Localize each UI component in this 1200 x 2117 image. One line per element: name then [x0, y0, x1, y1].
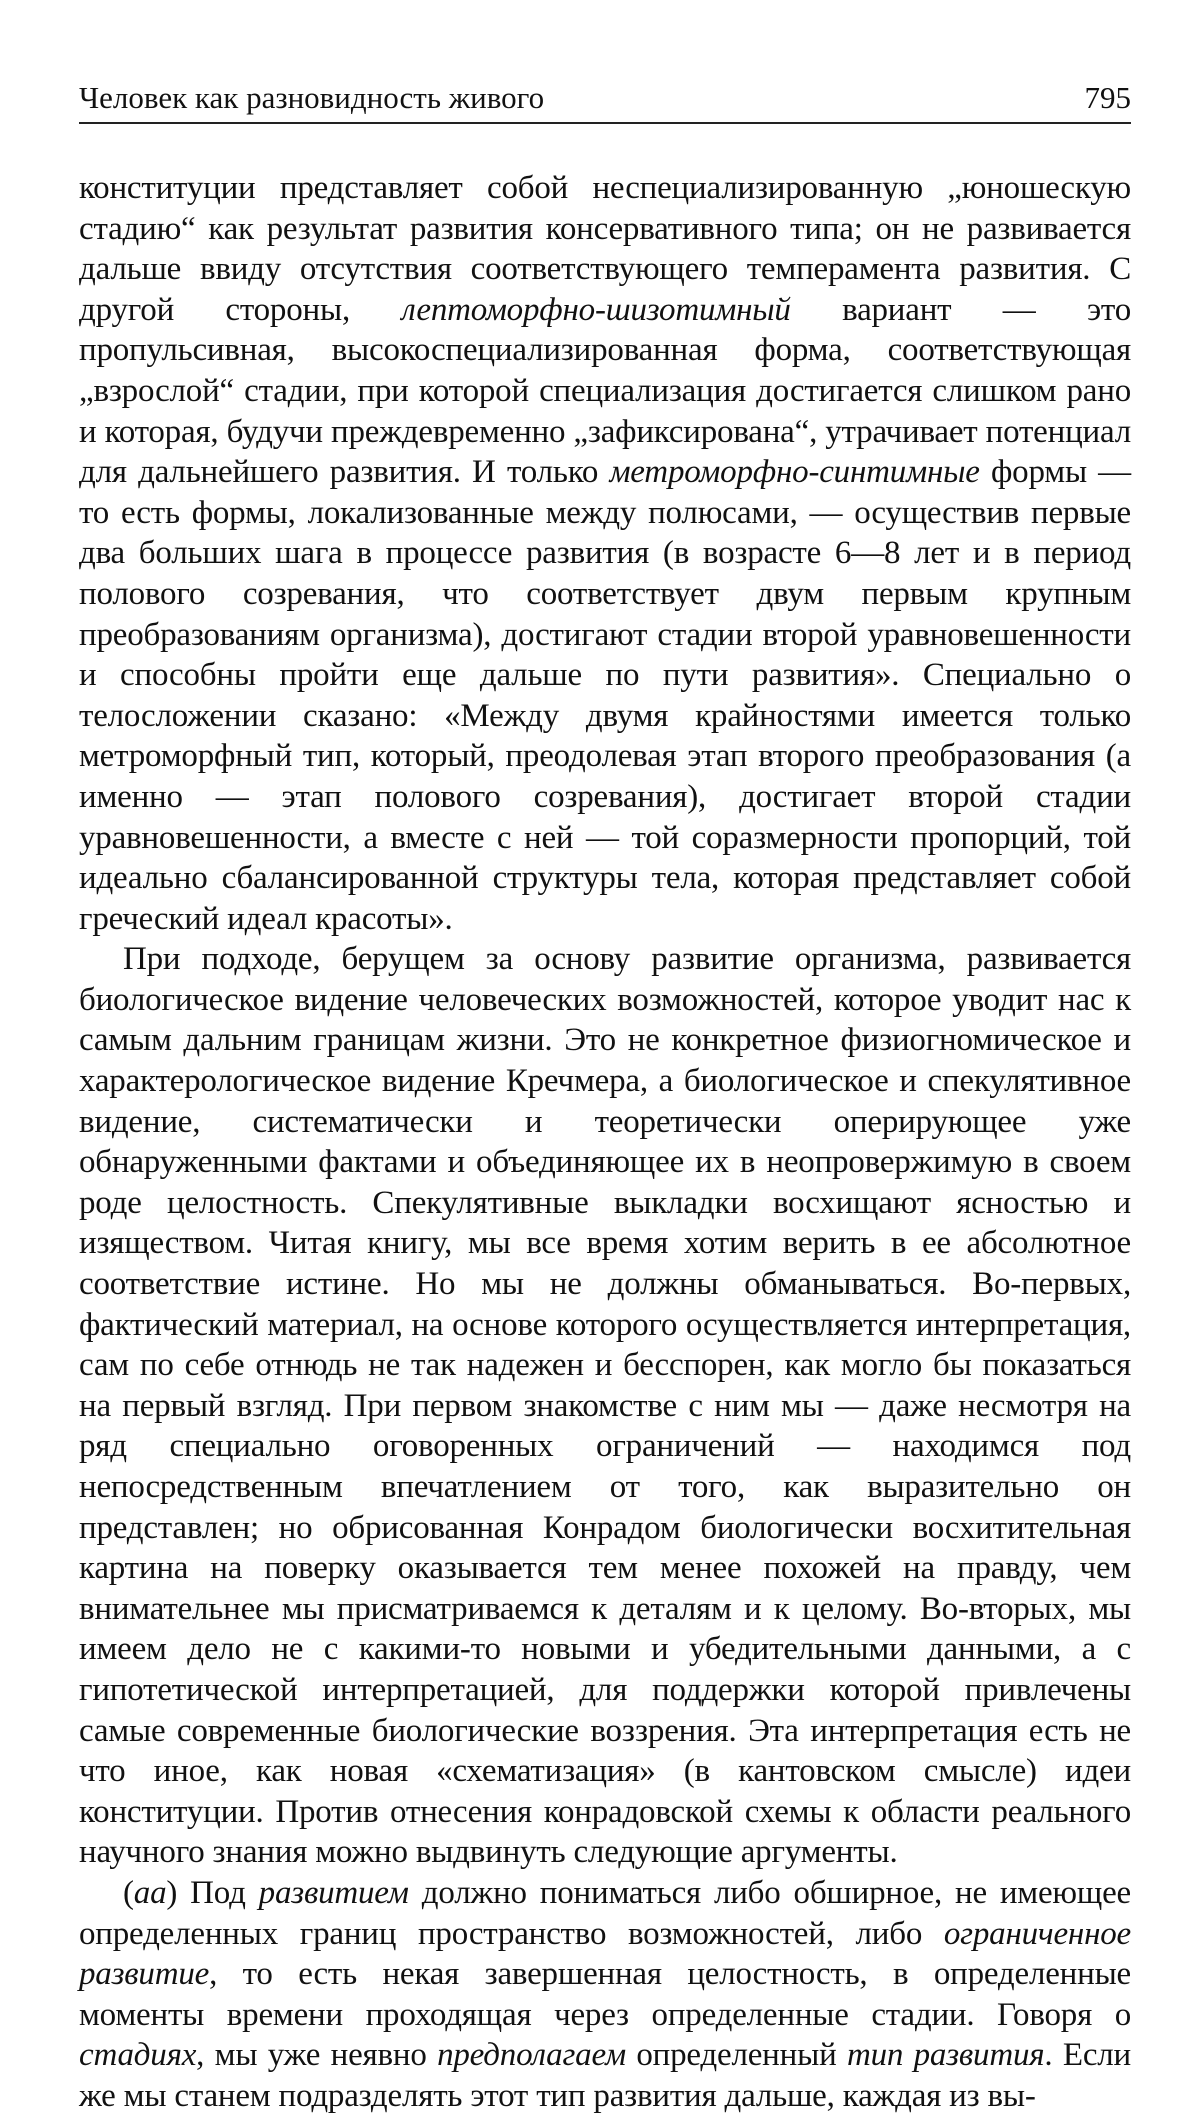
text-segment: конституции представляет собой неспециализированную „юношескую стадию“ как результат развития консервативного типа; он не развивается дальше ввиду отсутствия соответствующего темперамента развития. С другой стороны,	[79, 170, 1131, 328]
paragraph-1	[79, 168, 1131, 939]
page-number: 795	[1084, 80, 1131, 115]
italic-term: аа	[133, 1874, 167, 1911]
italic-term: ограниченное развитие	[79, 1915, 1131, 1993]
text-segment: ) Под	[166, 1874, 259, 1911]
text-segment: , то есть некая завершенная целостность, в определенные моменты времени проходящая через определенные стадии. Говоря о	[79, 1956, 1131, 2033]
italic-term: стадиях	[79, 2037, 197, 2074]
running-title: Человек как разновидность живого	[79, 80, 545, 115]
italic-term: тип развития	[846, 2037, 1045, 2074]
book-page	[79, 80, 1131, 2117]
text-segment: определенный	[625, 2037, 847, 2074]
paragraph-2	[79, 939, 1131, 1873]
italic-term: предполагаем	[437, 2037, 626, 2074]
text-segment: должно пониматься либо обширное, не имеющее определенных границ пространство возможностей, либо	[79, 1874, 1131, 1952]
text-segment: . Если же мы станем подразделять этот тип развития дальше, каждая из вы-	[79, 2037, 1132, 2114]
text-segment: формы — то есть формы, локализованные между полюсами, — осуществив первые два больших шага в процессе развития (в возрасте 6—8 лет и в период полового созревания, что соответствует двум первым крупным преобразованиям организма), достигают стадии второй уравновешенности и способны пройти еще дальше по пути развития». Специально о телосложении сказано: «Между двумя крайностями имеется только метроморфный тип, который, преодолевая этап второго преобразования (а именно — этап полового созревания), достигает второй стадии уравновешенности, а вместе с ней — той соразмерности пропорций, той идеально сбалансированной структуры тела, которая представляет собой греческий идеал красоты».	[79, 454, 1131, 937]
text-segment: , мы уже неявно	[196, 2037, 438, 2074]
running-head	[79, 80, 1131, 124]
paragraph-3	[79, 1873, 1131, 2117]
text-segment: вариант — это пропульсивная, высокоспециализированная форма, соответствующая „взрослой“ стадии, при которой специализация достигается слишком рано и которая, будучи преждевременно „зафиксирована“, утрачивает потенциал для дальнейшего развития. И только	[79, 291, 1131, 491]
italic-term: лептоморфно-шизотимный	[401, 291, 791, 328]
italic-term: развитием	[258, 1874, 409, 1911]
body-text	[79, 168, 1131, 2117]
text-segment: (	[123, 1874, 134, 1911]
text-segment: При подходе, берущем за основу развитие организма, развивается биологическое видение человеческих возможностей, которое уводит нас к самым дальним границам жизни. Это не конкретное физиогномическое и характерологическое видение Кречмера, а биологическое и спекулятивное видение, систематически и теоретически оперирующее уже обнаруженными фактами и объединяющее их в неопровержимую в своем роде целостность. Спекулятивные выкладки восхищают ясностью и изяществом. Читая книгу, мы все время хотим верить в ее абсолютное соответствие истине. Но мы не должны обманываться. Во-первых, фактический материал, на основе которого осуществляется интерпретация, сам по себе отнюдь не так надежен и бесспорен, как могло бы показаться на первый взгляд. При первом знакомстве с ним мы — даже несмотря на ряд специально оговоренных ограничений — находимся под непосредственным впечатлением от того, как выразительно он представлен; но обрисованная Конрадом биологически восхитительная картина на поверку оказывается тем менее похожей на правду, чем внимательнее мы присматриваемся к деталям и к целому. Во-вторых, мы имеем дело не с какими-то новыми и убедительными данными, а с гипотетической интерпретацией, для поддержки которой привлечены самые современные биологические воззрения. Эта интерпретация есть не что иное, как новая «схематизация» (в кантовском смысле) идеи конституции. Против отнесения конрадовской схемы к области реального научного знания можно выдвинуть следующие аргументы.	[79, 941, 1131, 1871]
italic-term: метроморфно-синтимные	[609, 454, 980, 491]
